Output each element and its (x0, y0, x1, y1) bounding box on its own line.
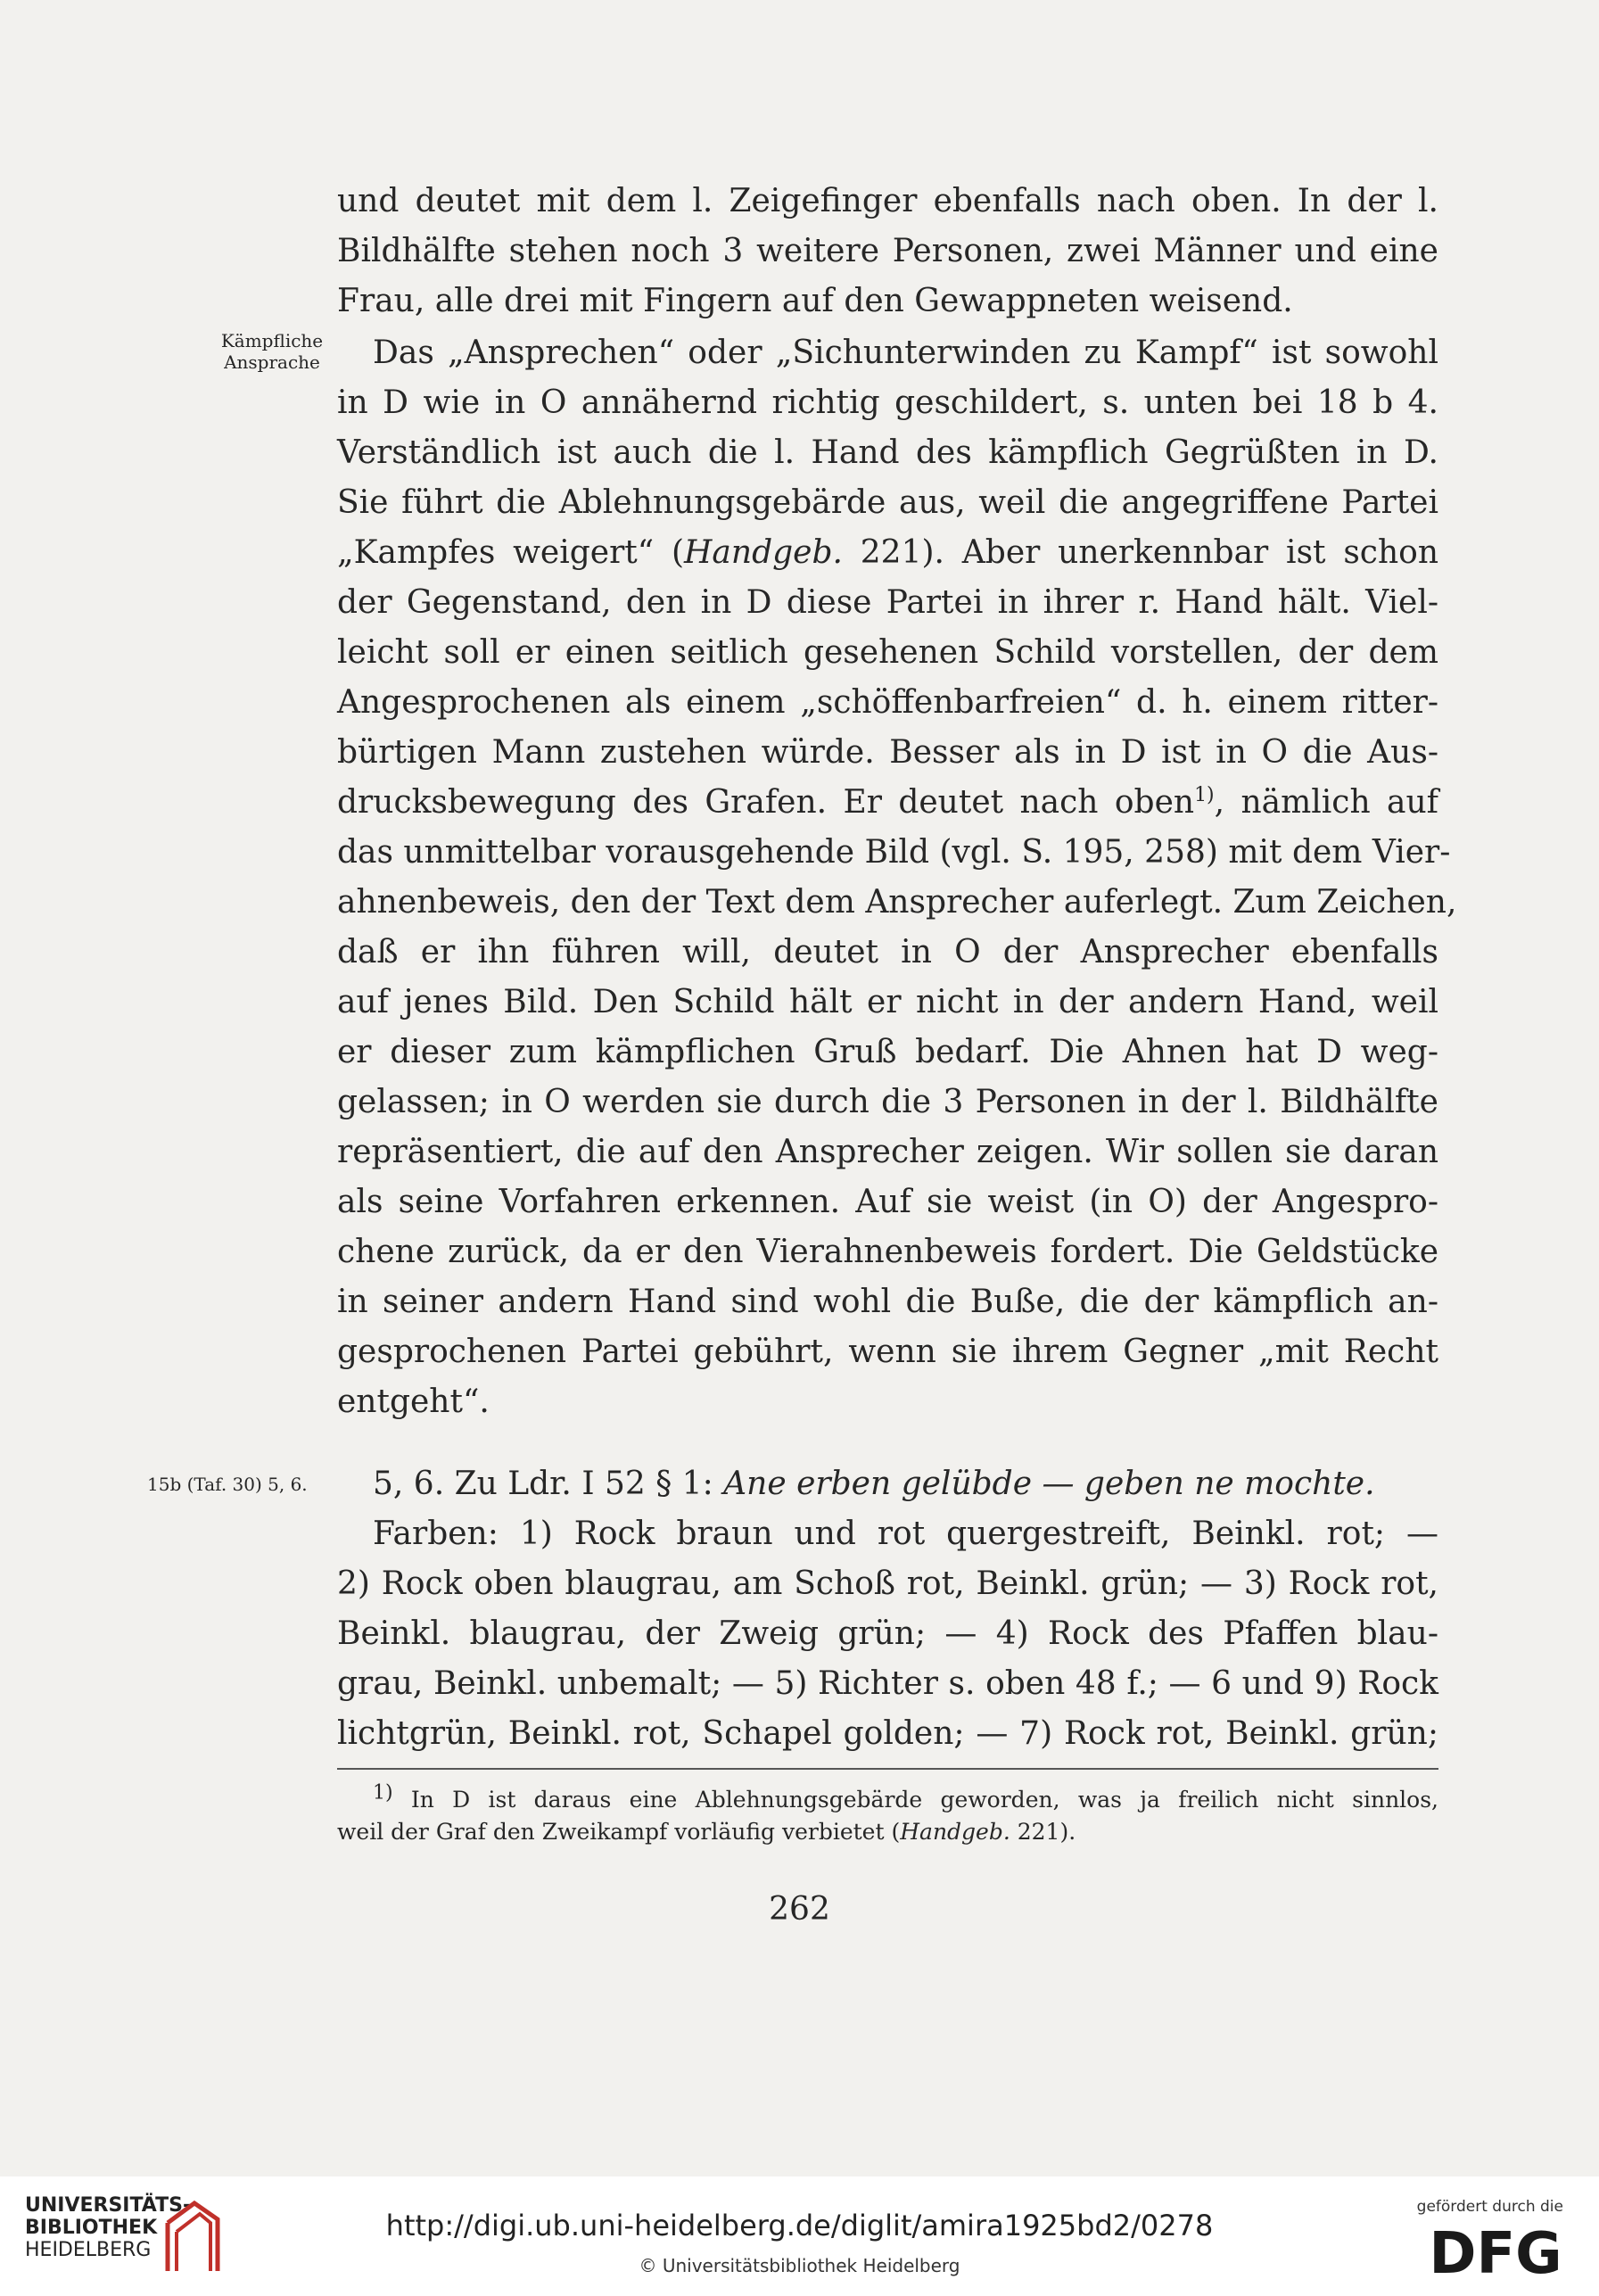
dfg-caption: gefördert durch die (1416, 2198, 1563, 2216)
body-line: daß er ihn führen will, deutet in O der Ansprecher ebenfalls (337, 934, 1438, 970)
body-line: bürtigen Mann zustehen würde. Besser als in D ist in O die Aus- (337, 734, 1438, 771)
section-line: grau, Beinkl. unbemalt; — 5) Richter s. oben 48 f.; — 6 und 9) Rock (337, 1665, 1438, 1702)
text-span: drucksbewegung des Grafen. Er deutet nach oben (337, 784, 1195, 821)
section-line: Beinkl. blaugrau, der Zweig grün; — 4) Rock des Pfaffen blau- (337, 1615, 1438, 1652)
footnote-rule (337, 1768, 1438, 1770)
section-heading-prefix: 5, 6. Zu Ldr. I 52 § 1: (373, 1466, 724, 1502)
body-line: Das „Ansprechen“ oder „Sichunterwinden zu Kampf“ ist sowohl (373, 334, 1438, 371)
section-margin-ref: 15b (Taf. 30) 5, 6. (147, 1474, 308, 1495)
body-line: in seiner andern Hand sind wohl die Buße, die der kämpflich an- (337, 1284, 1438, 1320)
text-span: In D ist daraus eine Ablehnungsgebärde geworden, was ja freilich nicht sinnlos, (392, 1787, 1438, 1813)
page-number: 262 (769, 1891, 830, 1928)
body-line (337, 778, 1438, 828)
margin-note-line: Ansprache (224, 351, 320, 373)
body-line: als seine Vorfahren erkennen. Auf sie weist (in O) der Angespro- (337, 1184, 1438, 1220)
italic-citation: Handgeb. (684, 534, 843, 571)
body-line: Sie führt die Ablehnungsgebärde aus, weil die angegriffene Partei (337, 484, 1438, 521)
body-line: chene zurück, da er den Vierahnenbeweis fordert. Die Geldstücke (337, 1234, 1438, 1270)
text-span: , nämlich auf (1214, 784, 1438, 821)
body-line: Verständlich ist auch die l. Hand des kämpflich Gegrüßten in D. (337, 434, 1438, 471)
text-span: 221). Aber unerkennbar ist schon (842, 534, 1439, 571)
body-line: er dieser zum kämpflichen Gruß bedarf. Die Ahnen hat D weg- (337, 1034, 1438, 1070)
ub-logo-line: UNIVERSITÄTS- (25, 2194, 192, 2217)
body-line: Bildhälfte stehen noch 3 weitere Personen, zwei Männer und eine (337, 233, 1438, 269)
section-line: lichtgrün, Beinkl. rot, Schapel golden; — 7) Rock rot, Beinkl. grün; (337, 1715, 1438, 1752)
footnote-line (337, 1816, 1438, 1848)
body-line: leicht soll er einen seitlich gesehenen Schild vorstellen, der dem (337, 634, 1438, 671)
copyright-notice: © Universitätsbibliothek Heidelberg (639, 2255, 960, 2276)
ub-logo-line: HEIDELBERG (25, 2239, 152, 2261)
ub-logo-line: BIBLIOTHEK (25, 2217, 158, 2239)
footnote-line (373, 1781, 1438, 1816)
body-line: repräsentiert, die auf den Ansprecher zeigen. Wir sollen sie daran (337, 1134, 1438, 1170)
body-line: ahnenbeweis, den der Text dem Ansprecher auferlegt. Zum Zeichen, (337, 884, 1457, 921)
body-line (337, 528, 1438, 578)
italic-citation: Handgeb. (900, 1819, 1010, 1845)
section-heading (373, 1459, 1438, 1509)
footer-bar (0, 2176, 1599, 2296)
body-line: Angesprochenen als einem „schöffenbarfreien“ d. h. einem ritter- (337, 684, 1438, 721)
text-span: „Kampfes weigert“ ( (337, 534, 685, 571)
margin-note-line: Kämpfliche (220, 330, 324, 351)
body-line: gelassen; in O werden sie durch die 3 Personen in der l. Bildhälfte (337, 1084, 1438, 1120)
dfg-logo-text: DFG (1429, 2223, 1562, 2278)
body-line: entgeht“. (337, 1383, 490, 1420)
body-line: gesprochenen Partei gebührt, wenn sie ihrem Gegner „mit Recht (337, 1334, 1438, 1370)
body-line: der Gegenstand, den in D diese Partei in ihrer r. Hand hält. Viel- (337, 584, 1438, 621)
margin-note-kampfliche-ansprache (183, 330, 361, 373)
section-heading-quote: Ane erben gelübde — geben ne mochte. (723, 1466, 1375, 1502)
body-line: auf jenes Bild. Den Schild hält er nicht in der andern Hand, weil (337, 984, 1438, 1020)
section-line: Farben: 1) Rock braun und rot quergestreift, Beinkl. rot; — (373, 1516, 1438, 1552)
body-line: das unmittelbar vorausgehende Bild (vgl. S. 195, 258) mit dem Vier- (337, 834, 1451, 871)
footnote-marker: 1) (373, 1781, 393, 1805)
body-line: in D wie in O annähernd richtig geschildert, s. unten bei 18 b 4. (337, 384, 1438, 421)
body-line: Frau, alle drei mit Fingern auf den Gewappneten weisend. (337, 283, 1293, 319)
text-span: 221). (1010, 1819, 1076, 1845)
body-line: und deutet mit dem l. Zeigefinger ebenfalls nach oben. In der l. (337, 183, 1438, 219)
dfg-logo-icon[interactable] (1421, 2223, 1570, 2278)
footnote-ref: 1) (1194, 784, 1215, 806)
text-span: weil der Graf den Zweikampf vorläufig verbietet ( (337, 1819, 901, 1845)
permalink-url[interactable]: http://digi.ub.uni-heidelberg.de/diglit/amira1925bd2/0278 (385, 2209, 1214, 2242)
section-line: 2) Rock oben blaugrau, am Schoß rot, Beinkl. grün; — 3) Rock rot, (337, 1565, 1438, 1602)
